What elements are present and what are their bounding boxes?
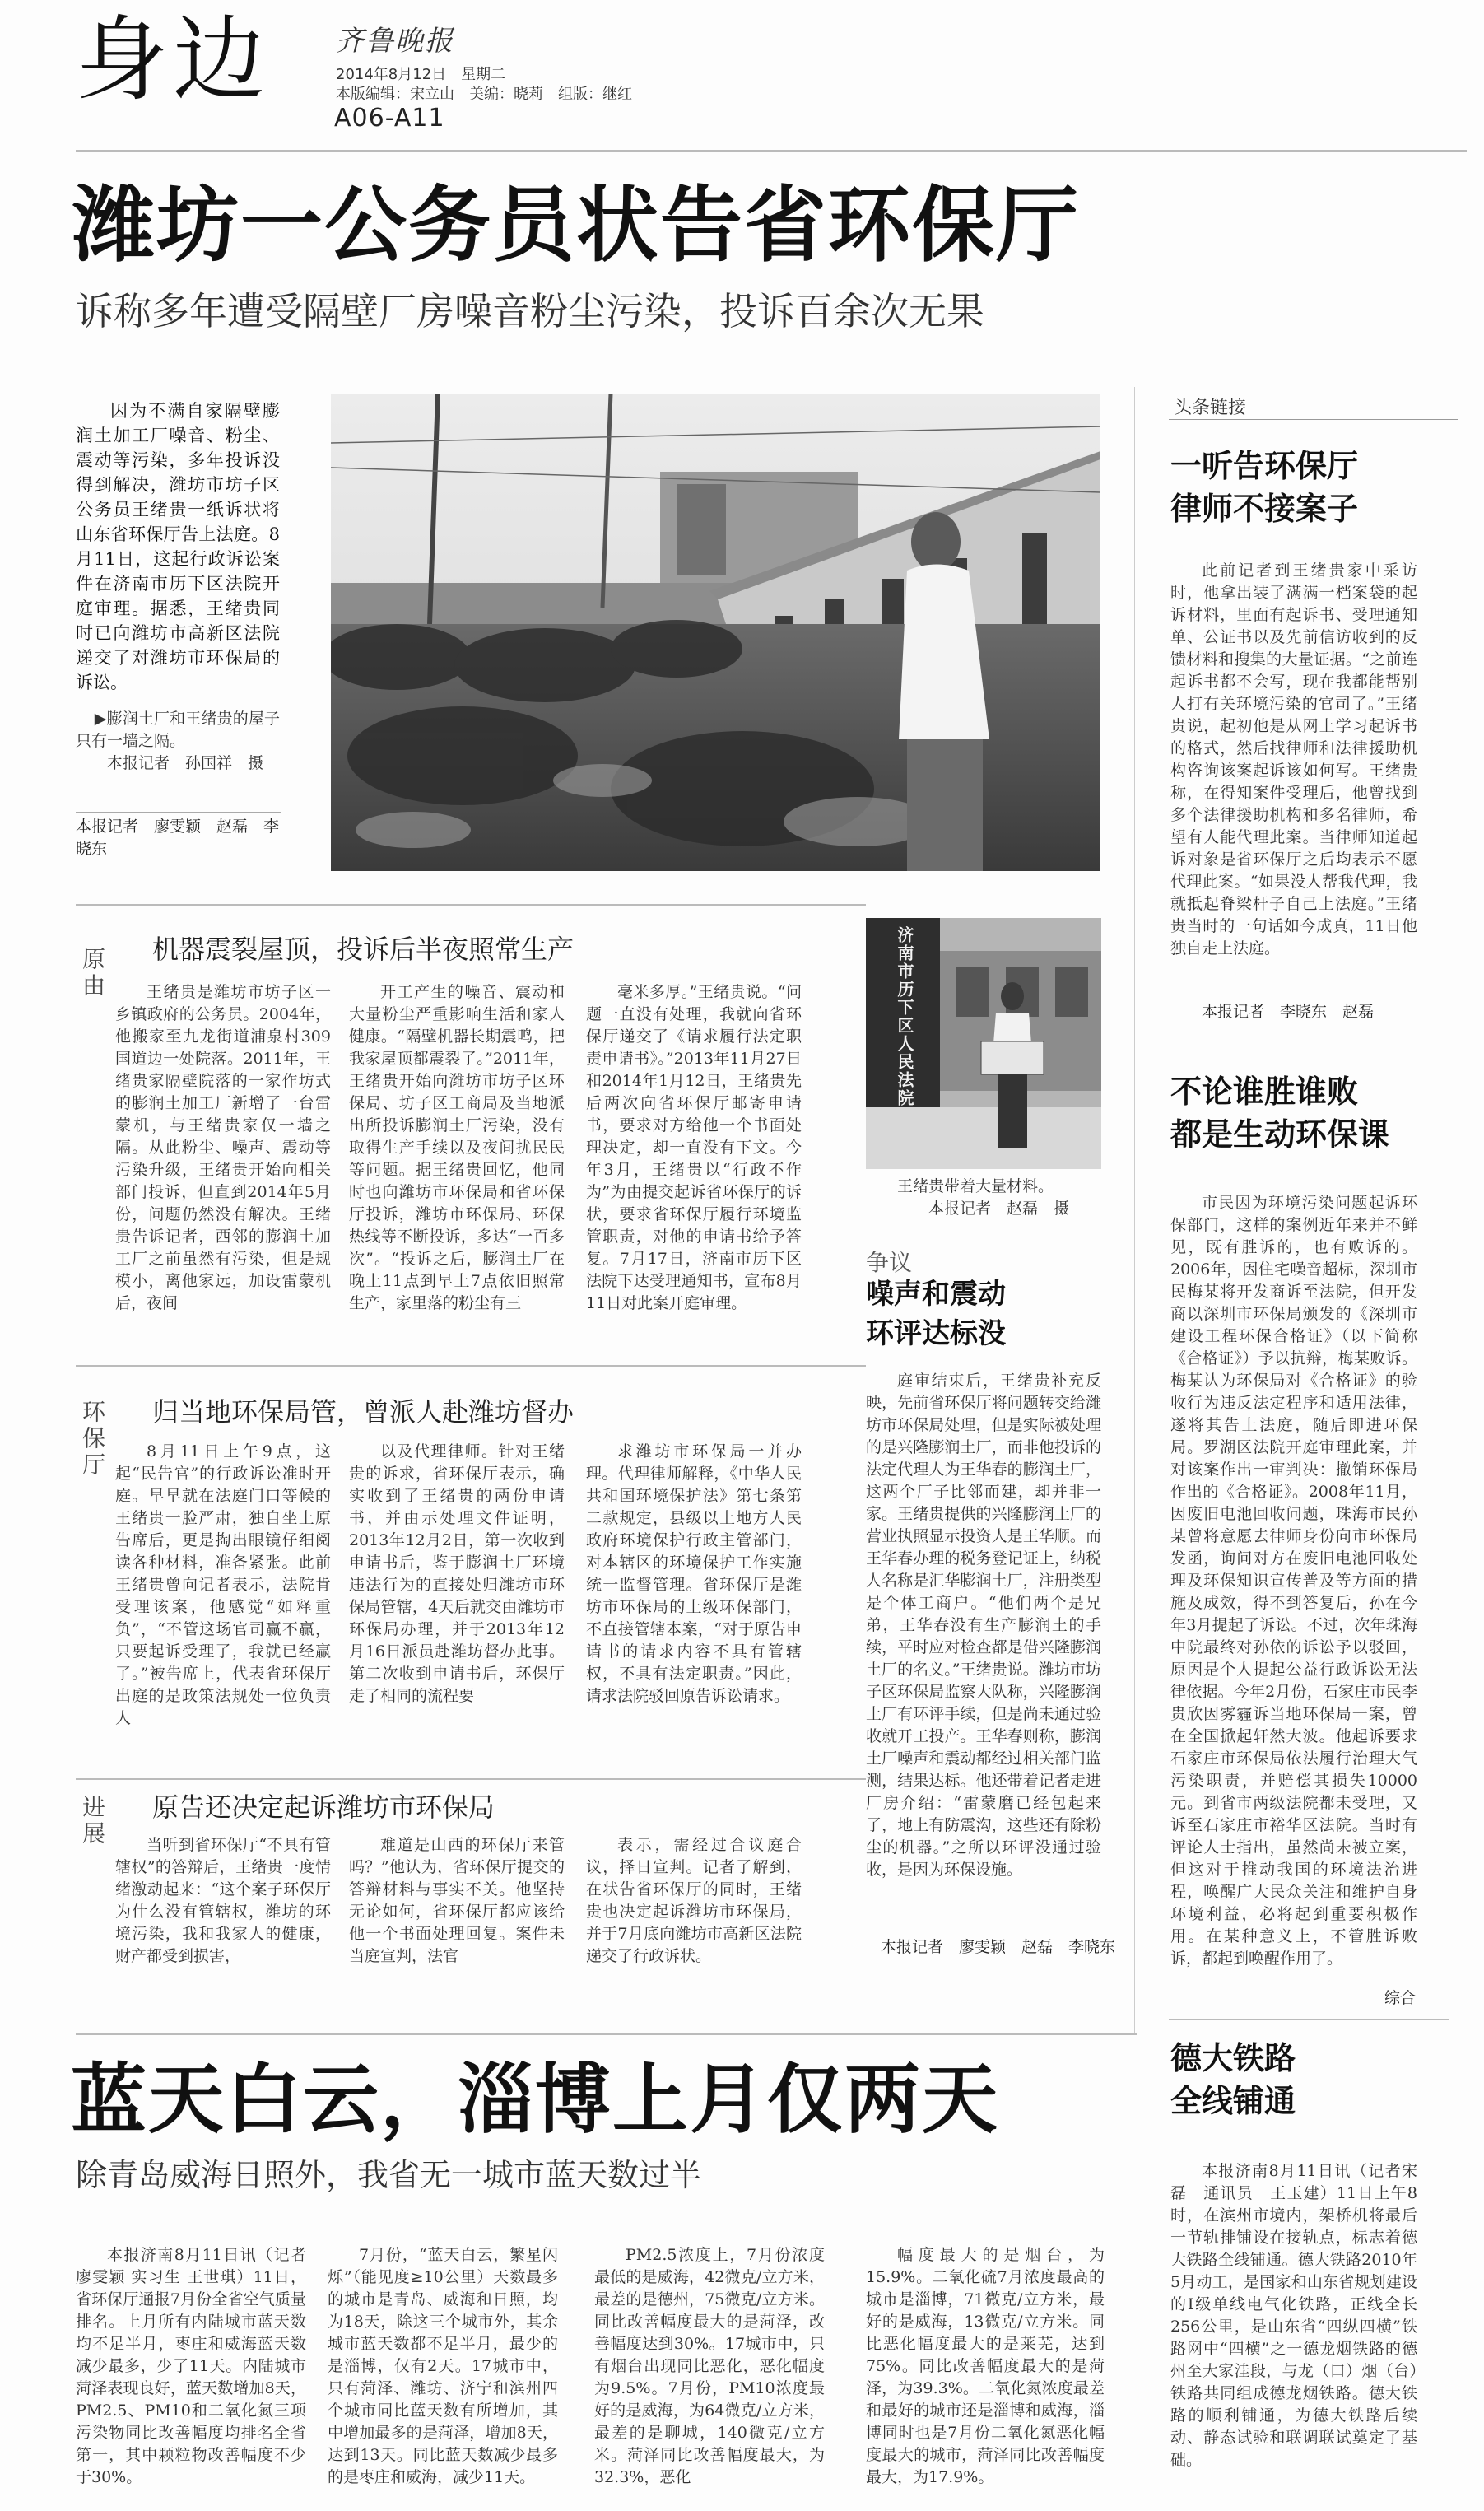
section-1-col-3	[586, 981, 802, 1319]
second-col-3	[594, 2244, 825, 2499]
second-col-2	[328, 2244, 558, 2499]
section-tag-2: 环保厅	[79, 1400, 106, 1479]
second-subheadline: 除青岛威海日照外，我省无一城市蓝天数过半	[76, 2157, 702, 2193]
lead-subheadline: 诉称多年遭受隔壁厂房噪音粉尘污染，投诉百余次无果	[76, 289, 984, 333]
section-title-2: 归当地环保局管，曾派人赴潍坊督办	[152, 1396, 575, 1428]
sidebar-story2-title: 不论谁胜谁败 都是生动环保课	[1170, 1074, 1390, 1153]
photo-caption-box	[76, 708, 280, 775]
sidebar-label: 头条链接	[1169, 394, 1458, 420]
lead-reporters	[76, 812, 281, 864]
section-rule-2	[76, 1365, 866, 1367]
section-tag-1: 原由	[79, 947, 106, 999]
court-sign: 济南市历下区人民法院	[895, 926, 914, 1107]
section-3-col-2	[349, 1834, 565, 1991]
lead-headline: 潍坊一公务员状告省环保厅	[72, 177, 1080, 273]
section-tag-3: 进展	[79, 1795, 106, 1847]
sidebar-story1-title: 一听告环保厅 律师不接案子	[1170, 448, 1359, 527]
sidebar-story3-text: 本报济南8月11日讯（记者宋磊 通讯员 王玉建）11日上午8时，在滨州市境内，架桥机将最后一节轨排铺设在接轨点，标志着德大铁路全线铺通。德大铁路2010年5月动工，是国家和山东省规划建设的I级单线电气化铁路，正线全长256公里，是山东省“四纵四横”铁路网中“四横”之一德龙烟铁路的德州至大家洼段，与龙（口）烟（台）铁路共同组成德龙烟铁路。德大铁路的顺利铺通，为德大铁路后续动、静态试验和联调联试奠定了基础。	[1170, 2162, 1417, 2469]
page-range: A06-A11	[334, 104, 445, 133]
sidebar-divider	[1134, 387, 1135, 2033]
court-photo-caption-box	[897, 1176, 1103, 1220]
editors-line: 本版编辑：宋立山 美编：晓莉 组版：继红	[336, 86, 632, 103]
section-3-col-1	[115, 1834, 331, 1991]
section-1-col-2-text: 开工产生的噪音、震动和大量粉尘严重影响生活和家人健康。“隔壁机器长期震鸣，把我家屋顶都震裂了。”2011年，王绪贵开始向潍坊市坊子区环保局、坊子区工商局及当地派出所投诉膨润土厂污染，没有取得生产手续以及夜间扰民民等问题。据王绪贵回忆，他同时也向潍坊市环保局和省环保厅投诉，潍坊市环保局、环保热线等不断投诉，多达“一百多次”。“投诉之后，膨润土厂在晚上11点到早上7点依旧照常生产，家里落的粉尘有三	[349, 983, 565, 1312]
section-title: 身边	[76, 7, 270, 114]
debate-reporters: 本报记者 廖雯颖 赵磊 李晓东	[881, 1938, 1116, 1956]
section-rule-3	[76, 1778, 866, 1780]
second-col-2-text: 7月份，“蓝天白云，繁星闪烁”（能见度≥10公里）天数最多的城市是青岛、威海和日照，均为18天，除这三个城市外，其余城市蓝天数都不足半月，最少的是淄博，仅有2天。17城市中，只有菏泽、潍坊、济宁和滨州四个城市同比蓝天数有所增加，其中增加最多的是菏泽，增加8天，达到13天。同比蓝天数减少最多的是枣庄和威海，减少11天。	[328, 2246, 558, 2486]
debate-tag: 争议	[866, 1249, 913, 1276]
court-photo-credit: 本报记者 赵磊 摄	[928, 1200, 1070, 1218]
lead-intro	[76, 398, 280, 698]
section-1-col-1	[115, 981, 331, 1319]
section-2-col-3-text: 求潍坊市环保局一并办理。代理律师解释，《中华人民共和国环境保护法》第七条第二款规定，县级以上地方人民政府环境保护行政主管部门，对本辖区的环境保护工作实施统一监督管理。省环保厅是潍坊市环保局的上级环保部门，不直接管辖本案，“对于原告申请书的请求内容不具有管辖权，不具有法定职责。”因此，请求法院驳回原告诉讼请求。	[586, 1442, 802, 1705]
photo-credit: 本报记者 孙国祥 摄	[107, 754, 264, 772]
sidebar-story2-body	[1170, 1192, 1417, 1991]
debate-title: 噪声和震动 环评达标没	[866, 1278, 1006, 1350]
second-headline: 蓝天白云，淄博上月仅两天	[71, 2056, 1000, 2144]
sidebar-story3-body	[1170, 2160, 1417, 2490]
second-col-1	[76, 2244, 306, 2499]
paper-name: 齐鲁晚报	[336, 25, 454, 58]
section-3-col-3	[586, 1834, 802, 1991]
section-1-col-2	[349, 981, 565, 1319]
section-2-col-2	[349, 1441, 565, 1778]
photo-caption: ▶膨润土厂和王绪贵的屋子只有一墙之隔。	[76, 710, 280, 750]
lead-photo	[331, 394, 1100, 871]
section-1-col-1-text: 王绪贵是潍坊市坊子区一乡镇政府的公务员。2004年，他搬家至九龙街道浦泉村309国道边一处院落。2011年，王绪贵家隔壁院落的一家作坊式的膨润土加工厂新增了一台雷蒙机，与王绪贵家仅一墙之隔。从此粉尘、噪声、震动等污染升级，王绪贵开始向相关部门投诉，但直到2014年5月份，问题仍然没有解决。王绪贵告诉记者，西邻的膨润土加工厂之前虽然有污染，但是规模小，离他家远，加设雷蒙机后，夜间	[115, 983, 331, 1312]
second-col-3-text: PM2.5浓度上，7月份浓度最低的是威海，42微克/立方米，最差的是德州，75微克/立方米。同比改善幅度最大的是菏泽，改善幅度达到30%。17城市中，只有烟台出现同比恶化，恶化幅度为9.5%。7月份，PM10浓度最好的是威海，为64微克/立方米，最差的是聊城，140微克/立方米。菏泽同比改善幅度最大，为32.3%，恶化	[594, 2246, 825, 2486]
section-1-col-3-text: 毫米多厚。”王绪贵说。“问题一直没有处理，我就向省环保厅递交了《请求履行法定职责申请书》。”2013年11月27日和2014年1月12日，王绪贵先后两次向省环保厅邮寄申请书，要求对方给他一个书面处理决定，却一直没有下文。今年3月，王绪贵以“行政不作为”为由提交起诉省环保厅的诉状，要求省环保厅履行环境监管职责，对他的申请书给予答复。7月17日，济南市历下区法院下达受理通知书，宣布8月11日对此案开庭审理。	[586, 983, 802, 1312]
section-title-1: 机器震裂屋顶，投诉后半夜照常生产	[152, 934, 575, 965]
masthead	[0, 0, 1484, 156]
sidebar-story1-text: 此前记者到王绪贵家中采访时，他拿出装了满满一档案袋的起诉材料，里面有起诉书、受理通知单、公证书以及先前信访收到的反馈材料和搜集的大量证据。“之前连起诉书都不会写，现在我都能帮别人打有关环境污染的官司了。”王绪贵说，起初他是从网上学习起诉书的格式，然后找律师和法律援助机构咨询该案起诉该如何写。王绪贵称，在得知案件受理后，他曾找到多个法律援助机构和多名律师，希望有人能代理此案。当律师知道起诉对象是省环保厅之后均表示不愿代理此案。“如果没人帮我代理，我就抵起脊梁杆子自己上法庭。”王绪贵当时的一句话如今成真，11日他独自走上法庭。	[1170, 561, 1417, 957]
sidebar-story1-body	[1170, 560, 1417, 996]
section-2-col-3	[586, 1441, 802, 1778]
second-story-rule	[76, 2033, 1137, 2035]
second-col-4	[866, 2244, 1105, 2499]
court-photo-caption: 王绪贵带着大量材料。	[897, 1177, 1054, 1195]
sidebar-story2-text: 市民因为环境污染问题起诉环保部门，这样的案例近年来并不鲜见，既有胜诉的，也有败诉的。2006年，因住宅噪音超标，深圳市民梅某将开发商诉至法院，但开发商以深圳市环保局颁发的《深圳市建设工程环保合格证》（以下简称《合格证》）予以抗辩，梅某败诉。梅某认为环保局对《合格证》的验收行为违反法定程序和适用法律，遂将其告上法庭，随后即进环保局。罗湖区法院开庭审理此案，并对该案作出一审判决：撤销环保局作出的《合格证》。2008年11月，因废旧电池回收问题，珠海市民孙某曾将意愿去律师身份向市环保局发函，询问对方在废旧电池回收处理及环保知识宣传普及等方面的措施及成效，得不到答复后，孙在今年3月提起了诉讼。不过，次年珠海中院最终对孙依的诉讼予以驳回，原因是个人提起公益行政诉讼无法律依据。今年2月份，石家庄市民李贵欣因雾霾诉当地环保局一案，曾在全国掀起轩然大波。他起诉要求石家庄市环保局依法履行治理大气污染职责，并赔偿其损失10000元。到省市两级法院都未受理，又诉至石家庄市裕华区法院。当时有评论人士指出，虽然尚未被立案，但这对于推动我国的环境法治进程，唤醒广大民众关注和维护自身环境利益，必将起到重要积极作用。在某种意义上，不管胜诉败诉，都起到唤醒作用了。	[1170, 1194, 1417, 1968]
section-title-3: 原告还决定起诉潍坊市环保局	[152, 1791, 495, 1823]
masthead-rule	[76, 150, 1467, 152]
debate-body	[866, 1370, 1101, 1910]
sidebar-rule	[1169, 2019, 1449, 2020]
section-2-col-2-text: 以及代理律师。针对王绪贵的诉求，省环保厅表示，确实收到了王绪贵的两份申请书，并由示处理文件证明，2013年12月2日，第一次收到申请书后，鉴于膨润土厂环境违法行为的直接处归潍坊市环保局管辖，4天后就交由潍坊市环保局办理，并于2013年12月16日派员赴潍坊督办此事。第二次收到申请书后，环保厅走了相同的流程要	[349, 1442, 565, 1705]
court-photo	[866, 918, 1101, 1169]
factory-photo-illustration	[331, 394, 1100, 871]
section-3-col-2-text: 难道是山西的环保厅来管吗？”他认为，省环保厅提交的答辩材料与事实不关。他坚持无论如何，省环保厅都应该给他一个书面处理回复。案件未当庭宣判，法官	[349, 1836, 565, 1965]
second-col-1-text: 本报济南8月11日讯（记者 廖雯颖 实习生 王世琪）11日，省环保厅通报7月份全省空气质量排名。上月所有内陆城市蓝天数均不足半月，枣庄和威海蓝天数减少最多，少了11天。内陆城市菏泽表现良好，蓝天数增加8天，PM2.5、PM10和二氧化氮三项污染物同比改善幅度均排名全省第一，其中颗粒物改善幅度不少于30%。	[76, 2246, 306, 2486]
second-col-4-text: 幅度最大的是烟台，为15.9%。二氧化硫7月浓度最高的城市是淄博，71微克/立方米，最好的是威海，13微克/立方米。同比恶化幅度最大的是莱芜，达到75%。同比改善幅度最大的是菏泽，为39.3%。二氧化氮浓度最差和最好的城市还是淄博和威海，淄博同时也是7月份二氧化氮恶化幅度最大的城市，菏泽同比改善幅度最大，为17.9%。	[866, 2246, 1105, 2486]
section-2-col-1-text: 8月11日上午9点，这起“民告官”的行政诉讼准时开庭。早早就在法庭门口等候的王绪贵一脸严肃，独自坐上原告席后，更是掏出眼镜仔细阅读各种材料，准备紧张。此前王绪贵曾向记者表示，法院肯受理该案，他感觉“如释重负”，“不管这场官司赢不赢，只要起诉受理了，我就已经赢了。”被告席上，代表省环保厅出庭的是政策法规处一位负责人	[115, 1442, 331, 1727]
debate-text: 庭审结束后，王绪贵补充反映，先前省环保厅将问题转交给潍坊市环保局处理，但是实际被处理的是兴隆膨润土厂，而非他投诉的法定代理人为王华春的膨润土厂，这两个厂子比邻而建，却并非一家。王绪贵提供的兴隆膨润土厂的营业执照显示投资人是王华顺。而王华春办理的税务登记证上，纳税人名称是汇华膨润土厂，注册类型是个体工商户。“他们两个是兄弟，王华春没有生产膨润土的手续，平时应对检查都是借兴隆膨润土厂的名义。”王绪贵说。潍坊市坊子区环保局监察大队称，兴隆膨润土厂有环评手续，但是尚未通过验收就开工投产。王华春则称，膨润土厂噪声和震动都经过相关部门监测，结果达标。他还带着记者走进厂房介绍：“雷蒙磨已经包起来了，地上有防震沟，这些还有除粉尘的机器。”之所以环评没通过验收，是因为环保设施。	[866, 1372, 1101, 1879]
section-3-col-3-text: 表示，需经过合议庭合议，择日宣判。记者了解到，在状告省环保厅的同时，王绪贵也决定起诉潍坊市环保局，并于7月底向潍坊市高新区法院递交了行政诉状。	[586, 1836, 802, 1965]
lead-reporters-text: 本报记者 廖雯颖 赵磊 李晓东	[76, 818, 280, 858]
sidebar-story2-source: 综合	[1384, 1989, 1417, 2007]
section-2-col-1	[115, 1441, 331, 1778]
sidebar-story1-reporters: 本报记者 李晓东 赵磊	[1202, 1003, 1375, 1021]
section-3-col-1-text: 当听到省环保厅“不具有管辖权”的答辩后，王绪贵一度情绪激动起来：“这个案子环保厅为什么没有管辖权，潍坊的环境污染，我和我家人的健康，财产都受到损害，	[115, 1836, 331, 1965]
sidebar-story3-title: 德大铁路 全线铺通	[1170, 2040, 1296, 2119]
issue-date: 2014年8月12日 星期二	[336, 66, 506, 83]
lead-intro-text: 因为不满自家隔壁膨润土加工厂噪音、粉尘、震动等污染，多年投诉没得到解决，潍坊市坊子区公务员王绪贵一纸诉状将山东省环保厅告上法庭。8月11日，这起行政诉讼案件在济南市历下区法院开庭审理。据悉，王绪贵同时已向潍坊市高新区法院递交了对潍坊市环保局的诉讼。	[76, 401, 280, 692]
section-rule-1	[76, 904, 866, 906]
